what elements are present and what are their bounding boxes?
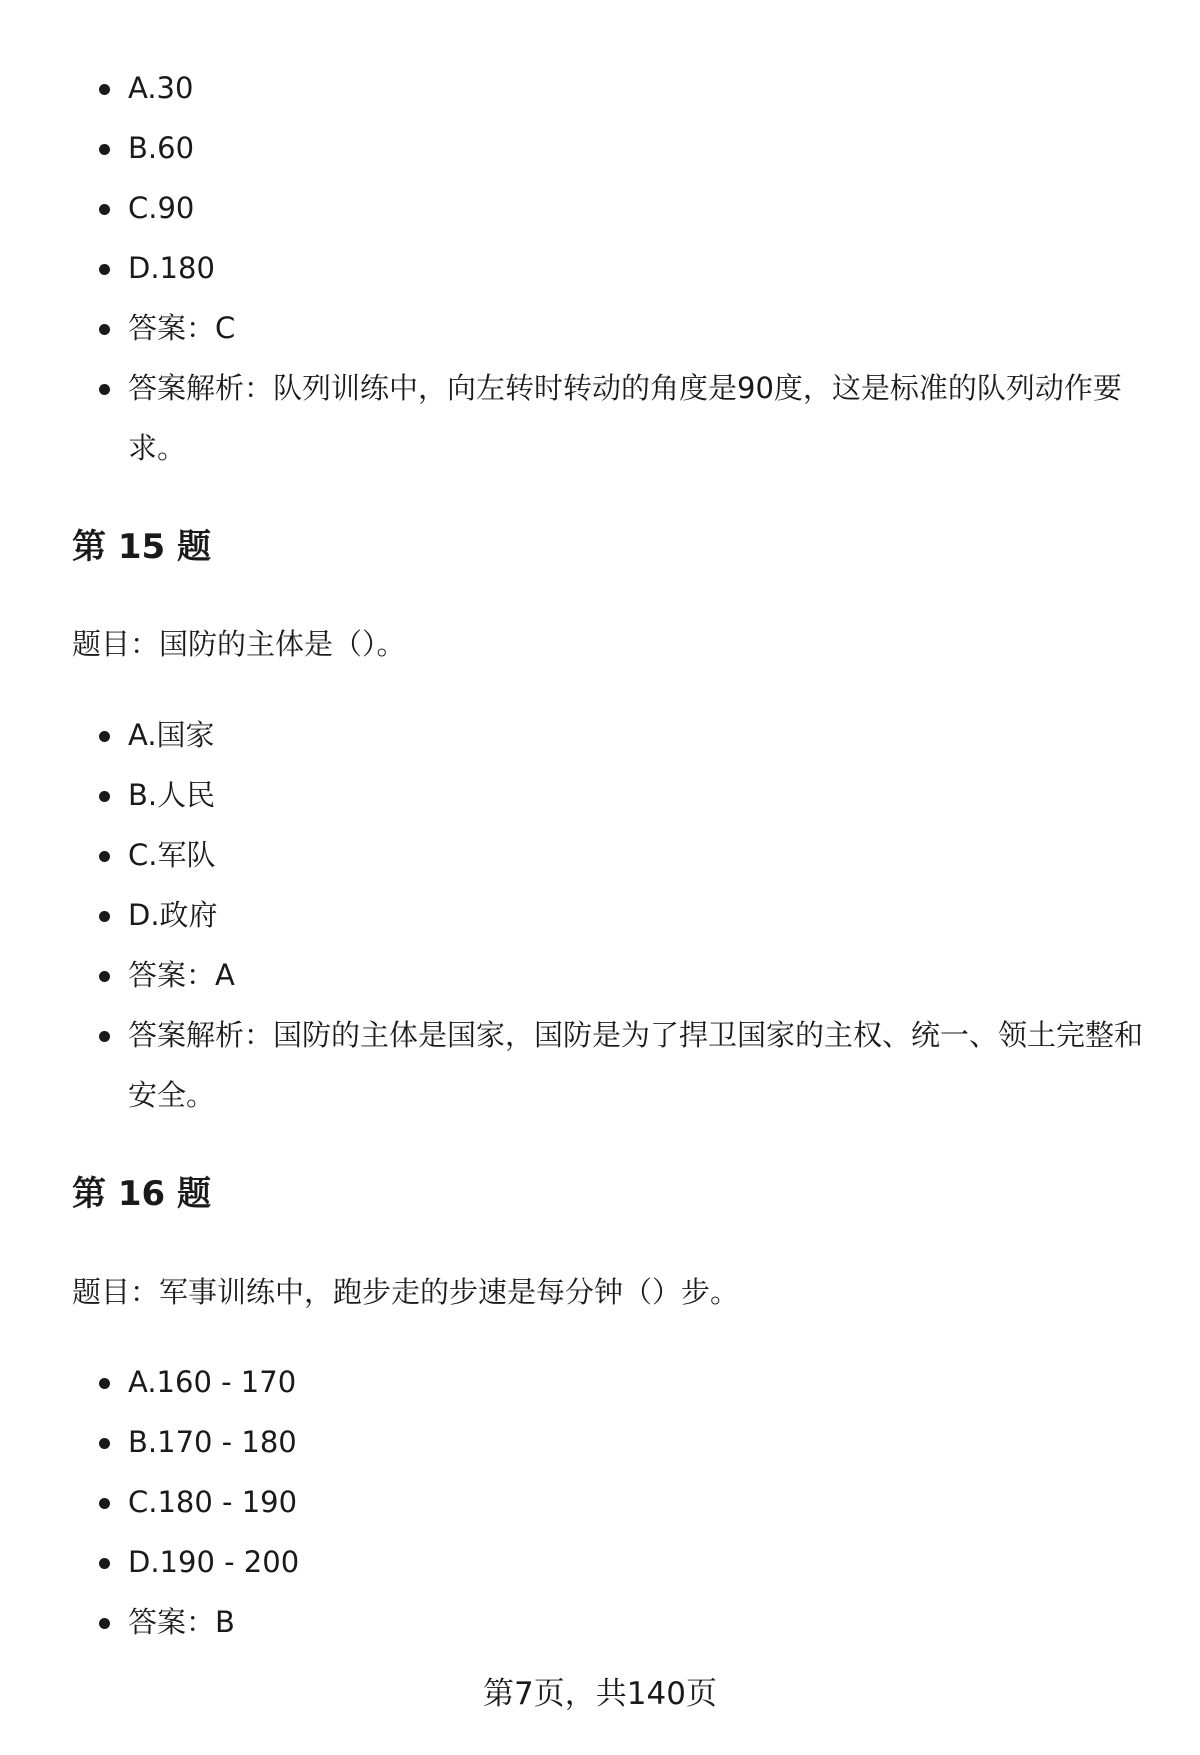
option-c: C.军队 [0, 825, 1200, 885]
question-heading-15: 第 15 题 [72, 527, 211, 567]
question-stem-15: 题目：国防的主体是（）。 [72, 627, 406, 661]
option-b: B.人民 [0, 765, 1200, 825]
option-a: A.国家 [0, 705, 1200, 765]
answer-line: 答案：C [0, 298, 1200, 358]
option-d: D.190 - 200 [0, 1532, 1200, 1592]
answer-line: 答案：B [0, 1592, 1200, 1652]
question-stem-16: 题目：军事训练中，跑步走的步速是每分钟（）步。 [72, 1275, 740, 1309]
option-c: C.90 [0, 178, 1200, 238]
explanation-line: 答案解析：队列训练中，向左转时转动的角度是90度，这是标准的队列动作要求。 [0, 358, 1200, 478]
explanation-line: 答案解析：国防的主体是国家，国防是为了捍卫国家的主权、统一、领土完整和安全。 [0, 1005, 1200, 1125]
option-a: A.30 [0, 58, 1200, 118]
option-b: B.60 [0, 118, 1200, 178]
option-list-q14 [0, 58, 1200, 478]
option-b: B.170 - 180 [0, 1412, 1200, 1472]
option-list-q16 [0, 1352, 1200, 1652]
question-heading-16: 第 16 题 [72, 1174, 211, 1214]
page-number-footer: 第7页，共140页 [483, 1676, 717, 1712]
option-d: D.政府 [0, 885, 1200, 945]
option-a: A.160 - 170 [0, 1352, 1200, 1412]
answer-line: 答案：A [0, 945, 1200, 1005]
option-c: C.180 - 190 [0, 1472, 1200, 1532]
option-list-q15 [0, 705, 1200, 1125]
option-d: D.180 [0, 238, 1200, 298]
